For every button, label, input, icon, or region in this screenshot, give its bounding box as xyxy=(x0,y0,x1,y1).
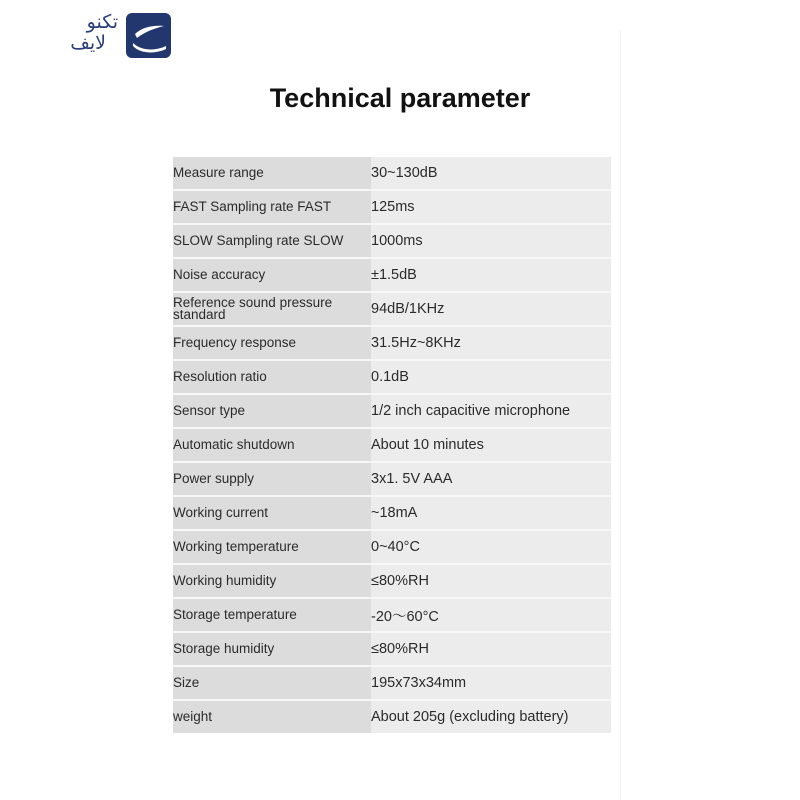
logo-wordmark xyxy=(50,12,118,60)
logo-text-line1: تکنو xyxy=(86,11,118,33)
table-row xyxy=(173,292,611,326)
spec-value: 0~40°C xyxy=(371,530,611,564)
table-row xyxy=(173,666,611,700)
table-row xyxy=(173,190,611,224)
spec-key: Size xyxy=(173,666,371,700)
table-row xyxy=(173,360,611,394)
table-row xyxy=(173,530,611,564)
spec-key: Measure range xyxy=(173,157,371,190)
spec-value: About 205g (excluding battery) xyxy=(371,700,611,733)
spec-value: -20〜60°C xyxy=(371,598,611,632)
spec-value: 30~130dB xyxy=(371,157,611,190)
spec-value: 3x1. 5V AAA xyxy=(371,462,611,496)
spec-key: FAST Sampling rate FAST xyxy=(173,190,371,224)
brand-logo[interactable] xyxy=(50,12,172,60)
spec-key: weight xyxy=(173,700,371,733)
spec-key: Working humidity xyxy=(173,564,371,598)
spec-value: ≤80%RH xyxy=(371,632,611,666)
table-row xyxy=(173,462,611,496)
table-row xyxy=(173,157,611,190)
table-row xyxy=(173,700,611,733)
table-row xyxy=(173,394,611,428)
spec-value: ≤80%RH xyxy=(371,564,611,598)
table-row xyxy=(173,258,611,292)
spec-table xyxy=(173,157,611,733)
table-row xyxy=(173,564,611,598)
spec-key: Working current xyxy=(173,496,371,530)
table-row xyxy=(173,224,611,258)
spec-key: Storage humidity xyxy=(173,632,371,666)
spec-value: 0.1dB xyxy=(371,360,611,394)
spec-value: 125ms xyxy=(371,190,611,224)
spec-value: 195x73x34mm xyxy=(371,666,611,700)
spec-value: ~18mA xyxy=(371,496,611,530)
spec-key: Sensor type xyxy=(173,394,371,428)
logo-text-line2: لایف xyxy=(70,32,106,54)
page-title: Technical parameter xyxy=(269,83,531,113)
spec-key: Automatic shutdown xyxy=(173,428,371,462)
table-row xyxy=(173,428,611,462)
spec-key: Power supply xyxy=(173,462,371,496)
divider xyxy=(620,30,621,800)
spec-key: Resolution ratio xyxy=(173,360,371,394)
spec-value: 94dB/1KHz xyxy=(371,292,611,326)
spec-value: About 10 minutes xyxy=(371,428,611,462)
spec-key: Working temperature xyxy=(173,530,371,564)
spec-key: Frequency response xyxy=(173,326,371,360)
table-row xyxy=(173,598,611,632)
tekno-life-logo-icon xyxy=(126,13,171,58)
spec-key: Reference sound pressure standard xyxy=(173,292,371,326)
table-row xyxy=(173,632,611,666)
spec-key: Storage temperature xyxy=(173,598,371,632)
table-row xyxy=(173,326,611,360)
spec-value: 1000ms xyxy=(371,224,611,258)
table-row xyxy=(173,496,611,530)
spec-key: SLOW Sampling rate SLOW xyxy=(173,224,371,258)
spec-value: ±1.5dB xyxy=(371,258,611,292)
spec-key: Noise accuracy xyxy=(173,258,371,292)
spec-value: 31.5Hz~8KHz xyxy=(371,326,611,360)
spec-value: 1/2 inch capacitive microphone xyxy=(371,394,611,428)
